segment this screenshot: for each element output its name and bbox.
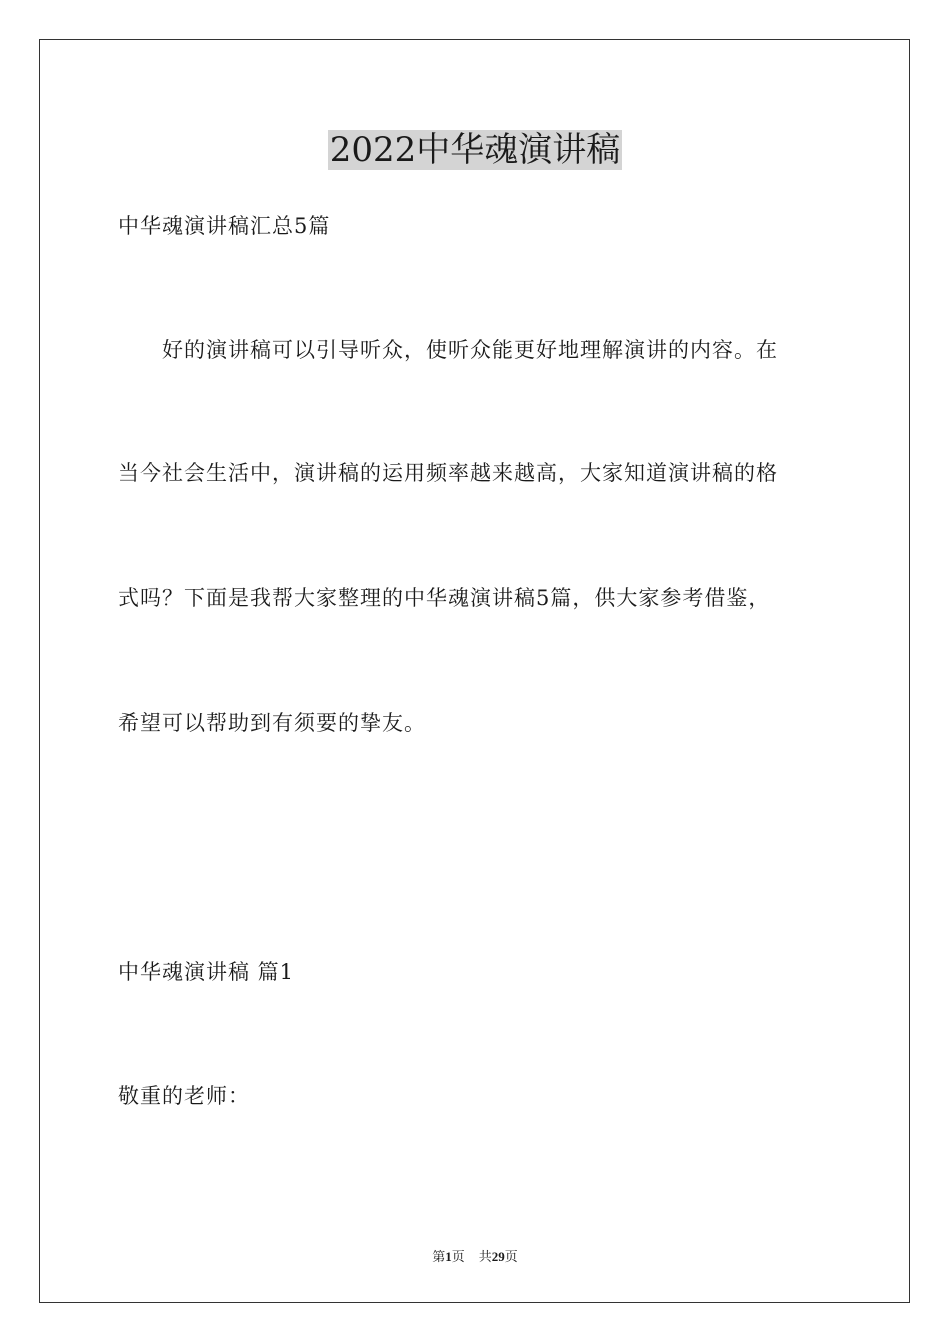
- section-heading: 中华魂演讲稿 篇1: [118, 960, 295, 984]
- intro-paragraph-line: 当今社会生活中，演讲稿的运用频率越来越高，大家知道演讲稿的格: [118, 461, 778, 485]
- footer-page-prefix: 第: [432, 1249, 446, 1264]
- footer-page-current: 1: [445, 1249, 452, 1264]
- intro-paragraph-line: 式吗？下面是我帮大家整理的中华魂演讲稿5篇，供大家参考借鉴，: [118, 586, 771, 610]
- salutation: 敬重的老师：: [118, 1084, 250, 1108]
- intro-paragraph-line: 希望可以帮助到有须要的挚友。: [118, 711, 426, 735]
- document-subtitle: 中华魂演讲稿汇总5篇: [118, 214, 331, 238]
- footer-page-total: 29: [491, 1249, 505, 1264]
- document-title-text: 2022中华魂演讲稿: [329, 130, 621, 170]
- footer-total-suffix: 页: [504, 1249, 518, 1264]
- intro-paragraph-line: 好的演讲稿可以引导听众，使听众能更好地理解演讲的内容。在: [162, 338, 778, 362]
- page-footer: [0, 1248, 950, 1266]
- document-title: [0, 128, 950, 172]
- footer-page-suffix: 页: [451, 1249, 465, 1264]
- footer-total-prefix: 共: [478, 1249, 492, 1264]
